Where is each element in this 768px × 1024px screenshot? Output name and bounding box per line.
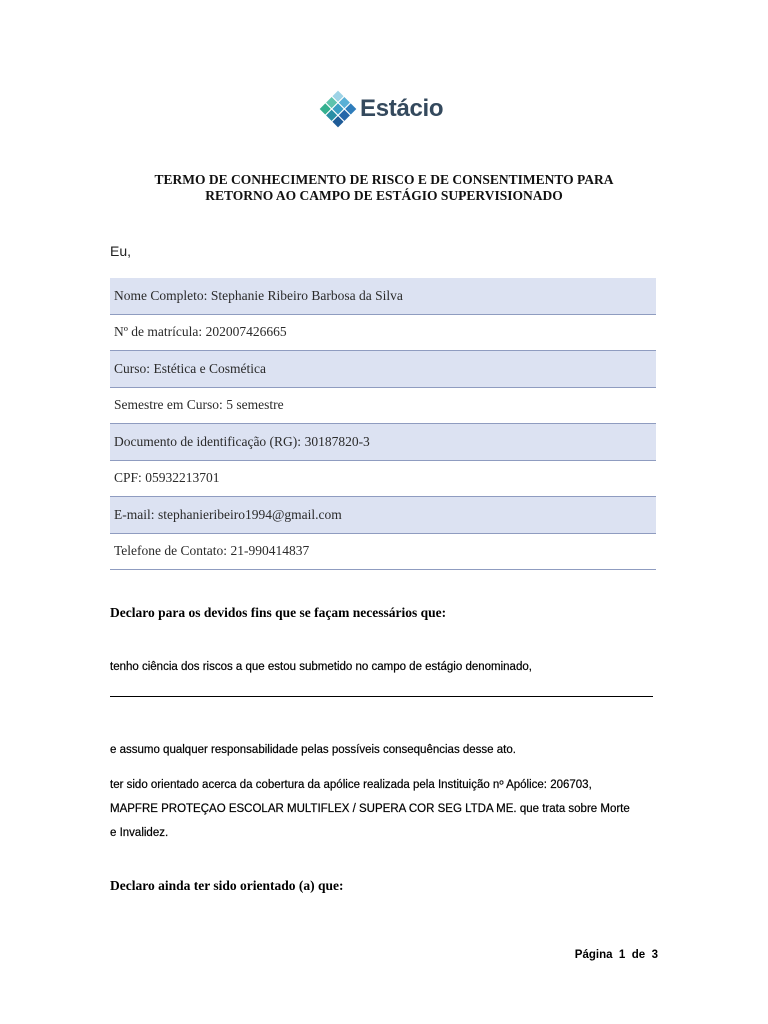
table-row-email xyxy=(110,497,656,534)
row-label: Nº de matrícula: xyxy=(114,324,203,340)
row-value: 30187820-3 xyxy=(304,433,370,449)
row-label: E-mail: xyxy=(114,506,155,522)
row-label: Telefone de Contato: xyxy=(114,543,228,559)
estacio-diamond-logo-icon xyxy=(318,89,358,129)
internship-field-blank-line xyxy=(110,696,653,697)
current-page: 1 xyxy=(618,949,626,961)
row-value: 05932213701 xyxy=(145,470,220,486)
table-row-id-document xyxy=(110,424,656,461)
insurance-statement-line: e Invalidez. xyxy=(110,827,169,839)
row-label: Documento de identificação (RG): xyxy=(114,433,302,449)
row-label: Curso: xyxy=(114,360,151,376)
insurance-statement xyxy=(110,773,630,845)
title-line-2: RETORNO AO CAMPO DE ESTÁGIO SUPERVISIONADO xyxy=(205,188,563,203)
row-value: 202007426665 xyxy=(205,324,287,340)
table-row-course xyxy=(110,351,656,388)
further-declaration-heading: Declaro ainda ter sido orientado (a) que: xyxy=(110,878,344,893)
page-number xyxy=(575,943,658,967)
intro-text: Eu, xyxy=(110,243,132,259)
table-row-full-name xyxy=(110,278,656,315)
document-title xyxy=(0,172,768,204)
insurance-statement-line: MAPFRE PROTEÇAO ESCOLAR MULTIFLEX / SUPERA COR SEG LTDA ME. que trata sobre Morte xyxy=(110,803,630,815)
insurance-statement-line: ter sido orientado acerca da cobertura da apólice realizada pela Instituição nº Apólice: 206703, xyxy=(110,779,592,791)
table-row-phone xyxy=(110,534,656,571)
student-info-table xyxy=(110,278,656,570)
row-value: Estética e Cosmética xyxy=(153,360,266,376)
table-row-enrollment-number xyxy=(110,315,656,352)
table-row-cpf xyxy=(110,461,656,498)
risk-statement: tenho ciência dos riscos a que estou submetido no campo de estágio denominado, xyxy=(110,661,532,673)
row-label: Nome Completo: xyxy=(114,287,208,303)
total-pages: 3 xyxy=(651,949,658,961)
row-value: stephanieribeiro1994@gmail.com xyxy=(158,506,342,522)
page-of-label: de xyxy=(631,949,646,961)
table-row-semester xyxy=(110,388,656,425)
row-value: Stephanie Ribeiro Barbosa da Silva xyxy=(210,287,403,303)
row-label: Semestre em Curso: xyxy=(114,397,223,413)
page-label: Página xyxy=(574,949,613,961)
title-line-1: TERMO DE CONHECIMENTO DE RISCO E DE CONSENTIMENTO PARA xyxy=(154,172,614,187)
row-value: 5 semestre xyxy=(226,397,284,413)
estacio-logo xyxy=(318,89,443,129)
row-label: CPF: xyxy=(114,470,142,486)
logo-wordmark: Estácio xyxy=(360,95,444,122)
responsibility-statement: e assumo qualquer responsabilidade pelas possíveis consequências desse ato. xyxy=(110,744,516,756)
row-value: 21-990414837 xyxy=(230,543,310,559)
declaration-heading: Declaro para os devidos fins que se façam necessários que: xyxy=(110,605,447,620)
